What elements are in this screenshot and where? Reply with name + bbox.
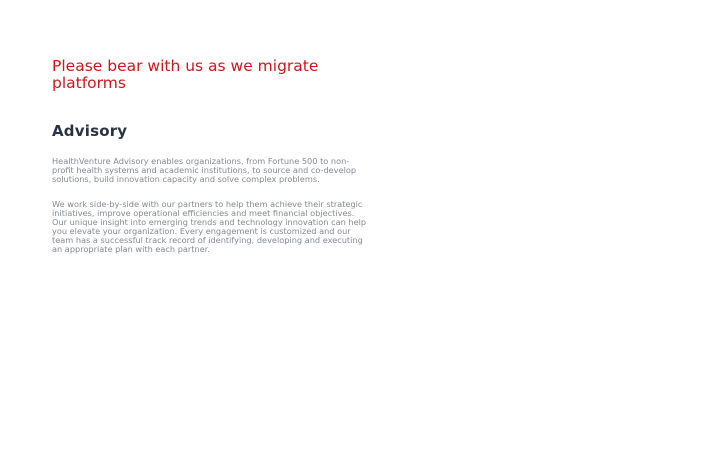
main-content	[52, 57, 367, 254]
migration-notice: Please bear with us as we migrate platforms	[52, 57, 319, 92]
section-title: Advisory	[52, 122, 128, 140]
approach-paragraph: We work side-by-side with our partners to help them achieve their strategic initiatives, improve operational efficiencies and meet financial objectives. Our unique insight into emerging trends and technology innovation can help you elevate your organization. Every engagement is customized and our team has a successful track record of identifying, developing and executing an appropriate plan with each partner.	[52, 199, 367, 254]
intro-paragraph: HealthVenture Advisory enables organizations, from Fortune 500 to non-profit health systems and academic institutions, to source and co-develop solutions, build innovation capacity and solve complex problems.	[52, 156, 357, 184]
